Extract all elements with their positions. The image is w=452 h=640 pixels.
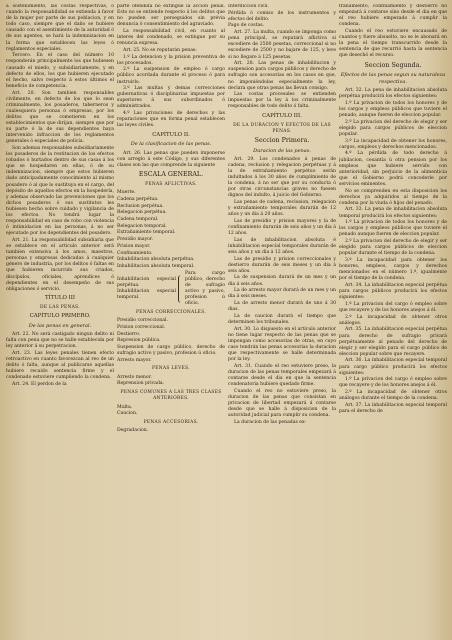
paragraph: Interdiccion civil. <box>228 4 269 9</box>
penalty-list-item: Reprension privada. <box>117 381 165 387</box>
paragraph: Art. 36. La inhabilitacion especial temporal para cargo público producirá los efectos siguientes: <box>339 358 447 376</box>
paragraph: Art. 21. La responsabilidad subsidiaria que se establece en el artículo anterior será tambien extensiva á los amos, maestros, personas y empresas dedicadas á cualquier género de industria, por los delitos ó faltas en que hubieren incurrido sus criados, discípulos, oficiales, aprendices ó dependientes en el desempeño de sus obligaciones ó servicio. <box>6 237 114 292</box>
penalty-list-item: Prision mayor. <box>117 243 151 249</box>
paragraph: Tercero. En el caso del número 10 responderán principalmente los que hubiesen causado el miedo, y subsidiariamente, y en defecto de ellos, los que hubieren ejecutado el hecho, salvo respecto á estos últimos el beneficio de competencia. <box>6 53 114 89</box>
paragraph: 4.º Las privaciones de derechos y las reparaciones que en forma penal establecen las leyes civiles. <box>117 111 225 129</box>
section-heading: Seccion Segunda. <box>364 61 422 69</box>
paragraph: 3.º Las multas y demas correcciones gubernativas ó disciplinarias impuestas por superiores á sus subordinados ó administrados. <box>117 86 225 110</box>
text-column-3 <box>228 4 336 636</box>
brace-right <box>185 271 225 308</box>
penalty-list-item: Represion pública. <box>117 338 161 344</box>
paragraph: Art. 35. La inhabilitacion especial perpétua para derecho de sufragio privará perpétuamente al penado del derecho de elegir y ser elegido para el cargo público de eleccion popular sobre que recayere. <box>339 327 447 357</box>
paragraph: Art. 26. Las penas que pueden imponerse con arreglo á este Código, y sus diferentes clases son las que comprende la siguiente <box>117 150 225 168</box>
penalty-list-item: Destierro. <box>117 331 141 337</box>
penalty-list-item: Muerte. <box>117 190 136 196</box>
paragraph: 1.º La privacion del cargo ó empleo sobre que recayere y de los honores anejos á él. <box>339 301 447 313</box>
section-heading: ESCALA GENERAL. <box>138 171 204 179</box>
paragraph: Art. 30. Lo dispuesto en el artículo anterior no tiene lugar respecto de las penas que se impongan como accesorias de otras, en cuyo caso tendrán las penas accesorias la duracion que respectivamente se halle determinada por la ley. <box>228 326 336 362</box>
paragraph: 2.º La incapacidad de obtener otros análogos. <box>339 314 447 326</box>
paragraph: No se comprenden en esta disposicion los derechos ya adquiridos al tiempo de la condena por la viuda ó hijos del penado. <box>339 188 447 206</box>
paragraph: 1.º La privacion de todos los honores y de los cargos y empleos públicos que tuviere el penado, aunque fueren de eleccion popular. <box>339 100 447 119</box>
paragraph: Art. 27. La multa, cuando se imponga como pena principal, se reputará aflictiva si excediere de 2500 pesetas, correccional si no excediere de 2500 y no bajare de 125, y leve si no llegare á 125 pesetas. <box>228 30 336 60</box>
penalty-list-item: Multa. <box>117 404 133 410</box>
paragraph: Art. 25. No se reputarán penas: <box>123 47 197 53</box>
paragraph: Art. 28. Las penas de inhabilitacion y suspension para cargos públicos y derecho de sufragio son accesorias en los casos en que, no imponiéndolas especialmente la ley, declara que otras penas las llevan consigo. <box>228 61 336 91</box>
chapter-heading: CAPÍTULO II. <box>152 131 190 138</box>
paragraph: Pérdida ó comiso de los instrumentos y efectos del delito. <box>228 10 336 22</box>
penalty-list-item: Relegacion perpétua. <box>117 210 167 216</box>
brace-mark <box>178 275 183 303</box>
subheading: PENAS AFLICTIVAS. <box>145 181 197 187</box>
italic-heading: Efectos de las penas segun su naturaleza respectiva. <box>340 72 446 86</box>
penalty-list-item: Arresto mayor. <box>117 357 152 363</box>
penalty-list-item: Cadena perpétua. <box>117 197 159 202</box>
paragraph: Art. 34. La inhabilitacion especial perpétua para cargos públicos producirá los efectos siguientes: <box>339 282 447 301</box>
paragraph: 3.º La incapacidad para obtener los honores, empleos, cargos y derechos mencionados en el número 1.º, igualmente por el tiempo de la condena. <box>339 258 447 282</box>
penalty-list-item: Extrañamiento temporal. <box>117 230 176 236</box>
penalty-list-item: Caucion. <box>117 411 138 417</box>
penalty-list-item: Inhabilitacion especial temporal. <box>117 288 176 300</box>
paragraph: a sostenimiento, las costas respectivas, ó cuando la responsabilidad se extienda á favor de la mujer por parte de sus poblacion, y en todo caso, siempre que el daño se hubiere causado con el asentimiento de la autoridad ó de sus agentes, se hará la indemnizacion en la forma que establecen las leyes ó reglamentos especiales. <box>6 4 114 52</box>
chapter-heading: CAPÍTULO III. <box>262 113 302 120</box>
italic-heading: Duracion de las penas. <box>253 147 311 154</box>
paragraph: 1.º La privacion de todos los honores y de los cargos y empleos públicos que tuviere el penado aunque fueren de eleccion popular. <box>339 220 447 238</box>
paragraph: La de suspension durará de un mes y un dia á seis años. <box>228 275 336 287</box>
paragraph: Art. 24. El perdon de la <box>12 381 67 387</box>
braced-penalty-group <box>117 271 225 308</box>
paragraph: La de arresto menor durará de uno á 30 dias. <box>228 300 336 313</box>
paragraph: 3.º La incapacidad de obtener los honores, cargos, empleos y derechos mencionados. <box>339 138 447 150</box>
paragraph: 2.º La suspension de empleo ó cargo público acordada durante el proceso ó para instruirlo. <box>117 67 225 85</box>
subheading: PENAS COMUNES A LAS TRES CLASES ANTERIORES. <box>120 390 222 402</box>
paragraph: La responsabilidad civil, en cuanto al interes del condenado, se extingue por su renuncia expresa. <box>117 28 225 47</box>
text-column-2 <box>117 4 225 636</box>
brace-note: Para cargo público, derecho de sufragio activo y pasivo, profesion ú oficio. <box>185 270 225 307</box>
penalty-list-item: Reclusion perpétua. <box>117 203 164 209</box>
paragraph: La de arresto mayor durará de un mes y un dia á seis meses. <box>228 288 336 300</box>
penalty-list-item: Inhabilitacion absoluta perpétua. <box>117 257 195 263</box>
penalty-list-item: Cadena temporal. <box>117 217 159 223</box>
paragraph: 4.º La pérdida de todo derecho á jubilacion, cesantía ú otra pension por los empleos que hubiere servido con anterioridad, sin perjuicio de la alimenticia que el Gobierno podrá concederle por servicios eminentes. <box>339 151 447 187</box>
paragraph: Las de presidio y prision mayores y la de confinamiento durarán de seis años y un dia á 12 años. <box>228 218 336 236</box>
penalty-list-item: Relegacion temporal. <box>117 223 167 229</box>
paragraph: 2.º La privacion del derecho de elegir y ser elegido para cargos públicos de eleccion popular durante el tiempo de la condena. <box>339 239 447 257</box>
text-column-1 <box>6 4 114 636</box>
penalty-list-item: Suspension de cargo público, derecho de sufragio activo y pasivo, profesion ú oficio. <box>117 344 225 356</box>
italic-heading: De las penas en general. <box>28 322 92 329</box>
section-heading: Seccion Primera. <box>254 137 310 145</box>
chapter-heading: CAPÍTULO PRIMERO. <box>29 313 91 320</box>
paragraph: 2.º La incapacidad de obtener otros análogos durante el tiempo de la condena. <box>339 390 447 402</box>
paragraph: Las costas procesales se entienden impuestas por la ley á los criminalmente responsables de todo delito ó falta. <box>228 92 336 110</box>
subheading: PENAS LEVES. <box>152 366 190 372</box>
penalty-list-item: Prision correccional. <box>117 324 166 330</box>
subheading: PENAS ACCESORIAS. <box>143 419 199 425</box>
paragraph: 1.º La privacion del cargo ó empleo sobre que recayere y de los honores anejos á él. <box>339 377 447 389</box>
paragraph: Las penas de cadena, reclusion, relegacion y extrañamiento temporales durarán de 12 años y un dia á 20 años. <box>228 199 336 218</box>
paragraph: Art. 23. Las leyes penales tienen efecto retroactivo en cuanto favorezcan al reo de un delito ó falta, aunque al publicarse aquellas hubiere recaido sentencia firme y el condenado estuviere cumpliendo la condena. <box>6 350 114 381</box>
text-column-4 <box>339 4 447 636</box>
chapter-heading: TÍTULO III <box>45 295 75 302</box>
paragraph: 2.º La privacion del derecho de elegir y ser elegido para cargos públicos de eleccion popular. <box>339 119 447 137</box>
paragraph: Art. 22. No será castigado ningun delito ni falta con pena que no se halle establecida por ley anterior á su perpetracion. <box>6 331 114 350</box>
penalty-list-item: Presidio mayor. <box>117 237 154 243</box>
penalty-list-item: Presidio correccional. <box>117 318 168 324</box>
subheading: DE LA DURACION Y EFECTOS DE LAS PENAS. <box>233 122 331 134</box>
subheading: DE LAS PENAS. <box>40 304 80 310</box>
paragraph: Art. 31. Cuando el reo estuviere preso, la duracion de las penas temporales empezará á contarse desde el dia en que la sentencia condenatoria hubiere quedado firme. <box>228 363 336 387</box>
paragraph: Cuando el reo no estuviere preso, la duracion de las penas que consistan en privacion de libertad empezará á contarse desde que se halle á disposicion de la autoridad judicial para cumplir su condena. <box>228 388 336 419</box>
brace-left <box>117 277 176 301</box>
penalty-list-item: Arresto menor. <box>117 374 152 380</box>
paragraph: Las de presidio y prision correccionales y destierro durarán de seis meses y un dia á seis años. <box>228 256 336 274</box>
paragraph: Pago de costas. <box>228 23 265 29</box>
paragraph: Las de inhabilitacion absoluta é inhabilitacion especial temporales durarán de seis años y un dia á 12 años. <box>228 237 336 255</box>
paragraph: Art. 33. La pena de inhabilitacion absoluta temporal producirá los efectos siguientes: <box>339 207 447 219</box>
italic-heading: De la clasificacion de las penas. <box>130 141 212 148</box>
paragraph: Son ademas responsables subsidiariamente los posaderos de la restitucion de los efectos robados ó hurtados dentro de sus casas á los que se hospedaren en ellas, ó de su indemnizacion, siempre que estos hubieren dado anticipadamente conocimiento al mismo posadero ó al que lo sustituya en el cargo, del depósito de aquellos efectos en la hospedería, y ademas observado las prevenciones que los dichos posaderos ó sus sustitutos les hubiesen hecho sobre cuidado y vigilancia de los efectos. No tendrá lugar la responsabilidad en caso de robo con violencia ó intimidacion en las personas, á no ser ejecutado por los dependientes del posadero. <box>6 145 114 237</box>
paragraph: La duracion de las penadas ex- <box>234 419 307 425</box>
paragraph: trañamiento, confinamiento y destierro no empezará á contarse sino desde el dia en que el reo hubiere empezado á cumplir la condena. <box>339 4 447 28</box>
penalty-list-item: Degradacion. <box>117 428 149 434</box>
paragraph: 1.º La detencion y la prision preventiva de los procesados. <box>117 54 225 66</box>
paragraph: parte ofendida no extingue la accion penal. Esto no se entiende respecto á los delitos que no pueden ser perseguidos sin prévia denuncia ó consentimiento del agraviado. <box>117 4 225 28</box>
paragraph: La de caucion durará el tiempo que determinen los tribunales. <box>228 313 336 325</box>
penalty-list-item: Confinamiento. <box>117 250 153 256</box>
paragraph: Art. 37. La inhabilitacion especial temporal para el derecho de <box>339 402 447 414</box>
subheading: PENAS CORRECCIONALES. <box>135 309 207 315</box>
penalty-list-item: Inhabilitacion especial perpétua. <box>117 276 176 288</box>
paragraph: Art. 29. Los condenados á penas de cadena, reclusion y relegacion perpétuas y á la de extrañamiento perpétuo serán indultados á los 30 años de cumplimiento de la condena, á no ser que por su conducta ó por otras circunstancias graves no fuesen dignos del indulto, á juicio del Gobierno. <box>228 156 336 199</box>
paragraph: Art. 32. La pena de inhabilitacion absoluta perpétua producirá los efectos siguientes: <box>339 88 447 100</box>
paragraph: Art. 20. Son tambien responsables civilmente, en defecto de los que lo sean criminalmente, los posaderos, taberneros y cualesquiera personas ó empresas, por los delitos que se cometieren en los establecimientos que dirijan, siempre que por su parte ó la de sus dependientes haya intervenido infraccion de los reglamentos generales ó especiales de policía. <box>6 90 114 145</box>
penalty-list-item: Inhabilitacion absoluta temporal. <box>117 263 195 269</box>
paragraph: Cuando el reo estuviere encausado de cuantos y fuere absuelto, no se le abonará en la pena el tiempo transcurrido desde la sentencia de que recurrió hasta la sentencia que desechó el recurso. <box>339 28 447 59</box>
